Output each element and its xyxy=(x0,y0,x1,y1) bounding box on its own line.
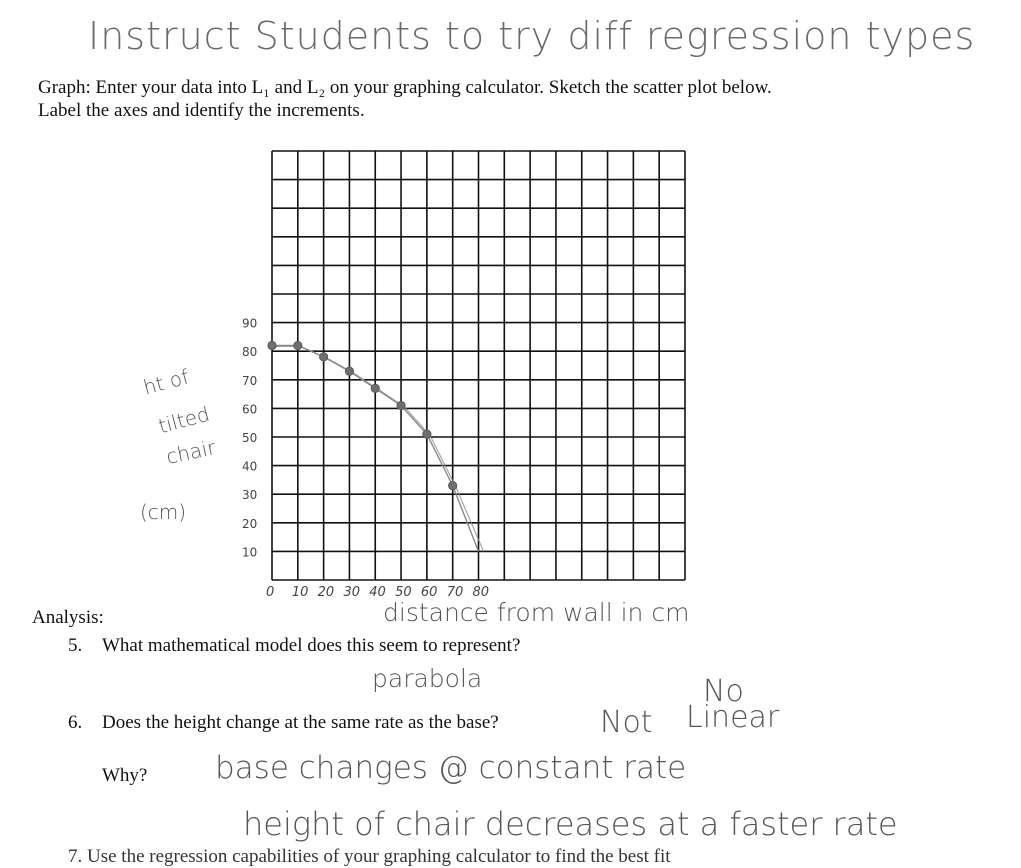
x-tick-label: 20 xyxy=(317,585,335,600)
y-tick-label: 40 xyxy=(242,459,258,474)
q7-partial-text: 7. Use the regression capabilities of your graphing calculator to find the best fit xyxy=(68,846,671,867)
data-point xyxy=(345,367,353,375)
x-tick-label: 0 xyxy=(266,585,275,600)
data-point xyxy=(448,481,456,489)
y-axis-unit-label: (cm) xyxy=(140,500,187,524)
regression-curve-1 xyxy=(272,345,479,551)
why-answer-line-2: height of chair decreases at a faster rate xyxy=(243,805,898,843)
data-point xyxy=(268,341,276,349)
instructions-line-2: Label the axes and identify the increments. xyxy=(38,100,365,121)
y-tick-label: 80 xyxy=(242,345,258,360)
x-tick-label: 60 xyxy=(420,585,438,600)
why-answer-line-1: base changes @ constant rate xyxy=(215,750,687,786)
q6-answer-linear: Linear xyxy=(686,700,780,735)
analysis-heading: Analysis: xyxy=(32,607,104,628)
x-tick-label: 70 xyxy=(446,585,464,600)
y-tick-label: 30 xyxy=(242,488,258,503)
y-tick-label: 20 xyxy=(242,516,258,531)
why-label: Why? xyxy=(102,765,148,786)
x-tick-label: 30 xyxy=(343,585,360,600)
handwritten-header-note: Instruct Students to try diff regression types xyxy=(88,14,976,58)
x-tick-label: 10 xyxy=(291,585,309,600)
y-tick-label: 60 xyxy=(242,402,258,417)
q6-answer-no: No xyxy=(703,674,744,709)
y-tick-label: 10 xyxy=(242,545,258,560)
q5-answer: parabola xyxy=(372,664,483,693)
data-point xyxy=(319,353,327,361)
x-tick-label: 50 xyxy=(395,585,412,600)
q5-number: 5. xyxy=(68,635,83,656)
data-point xyxy=(423,430,431,438)
data-point xyxy=(371,384,379,392)
q6-text: Does the height change at the same rate as the base? xyxy=(102,712,499,733)
x-tick-label: 40 xyxy=(369,585,386,600)
y-tick-label: 50 xyxy=(242,431,258,445)
q6-answer-not: Not xyxy=(600,705,653,740)
x-tick-label: 80 xyxy=(472,585,490,600)
data-point xyxy=(397,401,405,409)
x-axis-label: distance from wall in cm xyxy=(383,598,690,627)
instructions-line-1: Graph: Enter your data into L₁ and L₂ on your graphing calculator. Sketch the scatter plot below. xyxy=(38,77,772,98)
regression-curve-2 xyxy=(275,346,484,551)
q5-text: What mathematical model does this seem to represent? xyxy=(102,635,521,656)
y-axis-label-line-1: ht of xyxy=(140,364,192,400)
data-point xyxy=(294,341,302,349)
y-tick-label: 70 xyxy=(242,373,258,388)
y-axis-label-line-3: chair xyxy=(164,435,218,469)
y-axis-label-line-2: tilted xyxy=(155,401,213,439)
q6-number: 6. xyxy=(68,712,83,733)
y-tick-label: 90 xyxy=(242,316,258,331)
